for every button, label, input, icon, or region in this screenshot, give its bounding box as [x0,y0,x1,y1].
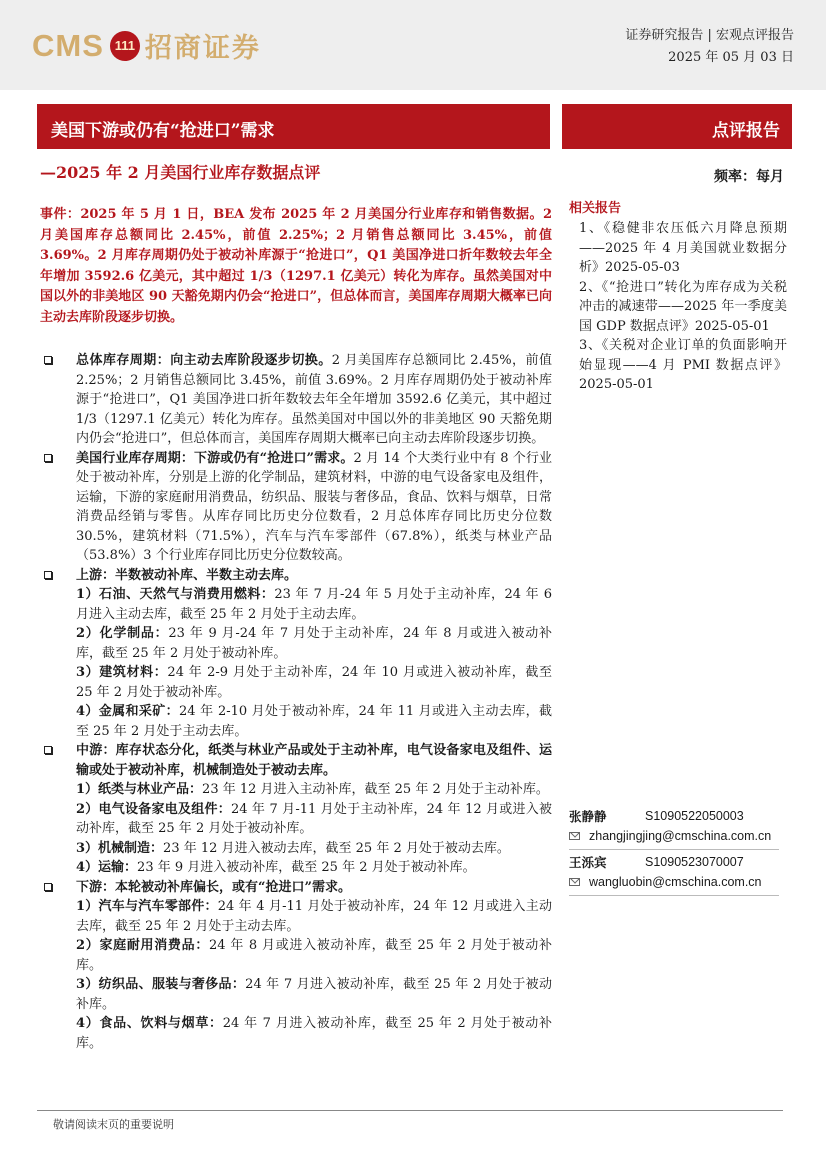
report-type: 证券研究报告 | 宏观点评报告 [625,28,794,43]
bullet-square-icon [44,454,52,462]
sub-item [40,936,552,975]
mail-icon [569,832,580,840]
event-summary: 事件：2025 年 5 月 1 日，BEA 发布 2025 年 2 月美国分行业库存和销售数据。2 月美国库存总额同比 2.45%，前值 2.25%；2 月销售总额同比 3.45%，前值 3.69%。2 月库存周期仍处于被动补库源于“抢进口”，Q1 美国净进口折年数较去年全年增加 3592.6 亿美元，其中超过 1/3（1297.1 亿美元）转化为库存。虽然美国对中国以外的非美地区 90 天豁免期内仍会“抢进口”，但总体而言，美国库存周期大概率已向主动去库阶段逐步切换。 [40,207,552,325]
analyst-name: 王泺宾 [569,855,607,870]
sub-item-text: 24 年 2-10 月处于被动补库，24 年 11 月或进入主动去库，截至 25 年 2 月处于主动去库。 [76,704,552,739]
sub-item-text: 23 年 7 月-24 年 5 月处于主动补库，24 年 6 月进入主动去库，截至 25 年 2 月处于主动去库。 [76,587,552,622]
bullet-heading: 下游：本轮被动补库偏长，或有“抢进口”需求。 [76,879,351,895]
sub-item [40,858,552,878]
page-header [0,0,826,90]
sub-item-heading: 3）建筑材料： [76,665,168,680]
related-report-link[interactable]: 3、《关税对企业订单的负面影响开始显现——4 月 PMI 数据点评》2025-05-01 [579,338,787,392]
sub-item-text: 23 年 9 月-24 年 7 月处于主动补库，24 年 8 月或进入被动补库，截至 25 年 2 月处于被动补库。 [76,626,552,661]
sub-item [40,839,552,859]
header-meta [625,25,794,69]
bullet-square-icon [44,746,52,754]
sub-item-text: 24 年 2-9 月处于主动补库，24 年 10 月或进入被动补库，截至 25 年 2 月处于被动补库。 [76,665,553,700]
sub-item-heading: 3）纺织品、服装与奢侈品： [76,977,246,992]
bullet-heading: 美国行业库存周期：下游或仍有“抢进口”需求。 [76,450,354,466]
mail-icon [569,878,580,886]
bullet-heading: 上游：半数被动补库、半数主动去库。 [76,567,298,583]
sub-item [40,800,552,839]
sub-item-heading: 2）电气设备家电及组件： [76,801,231,817]
related-reports [569,199,787,395]
analyst-email-row [569,827,799,847]
logo-badge-icon: 111 [110,31,140,61]
footer-divider [37,1110,783,1111]
sub-item-text: 24 年 8 月或进入被动补库，截至 25 年 2 月处于被动补库。 [76,938,552,973]
bullet-square-icon [44,883,52,891]
cms-logo [32,26,261,65]
bullet-heading: 总体库存周期：向主动去库阶段逐步切换。 [76,353,332,368]
sub-item-heading: 4）运输： [76,860,138,875]
logo-chinese: 招商证券 [144,33,261,64]
footer-disclaimer: 敬请阅读末页的重要说明 [53,1118,174,1131]
sub-item-text: 23 年 9 月进入被动补库，截至 25 年 2 月处于被动补库。 [137,860,476,875]
analyst-row [569,853,799,873]
bullet-item [40,351,552,449]
analyst-name: 张静静 [569,809,607,824]
sub-item-heading: 1）石油、天然气与消费用燃料： [76,587,275,602]
sub-item [40,1014,552,1053]
sub-item-heading: 2）家庭耐用消费品： [76,938,210,953]
analyst-cert: S1090523070007 [645,855,744,869]
bullet-item [40,449,552,566]
bullet-list [40,351,552,1053]
sub-item-heading: 1）纸类与林业产品： [76,782,203,797]
sub-item-text: 23 年 12 月进入被动去库，截至 25 年 2 月处于被动去库。 [163,840,510,856]
related-report-link[interactable]: 1、《稳健非农压低六月降息预期——2025 年 4 月美国就业数据分析》2025-05-03 [579,221,787,275]
sub-item-heading: 4）金属和采矿： [76,704,180,719]
bullet-item [40,741,552,780]
bullet-text: 2 月美国库存总额同比 2.45%，前值 2.25%；2 月销售总额同比 3.45%，前值 3.69%。2 月库存周期仍处于被动补库源于“抢进口”，Q1 美国净进口折年数较去年全年增加 3592.6 亿美元，其中超过 1/3（1297.1 亿美元）转化为库存。虽然美国对中国以外的非美地区 90 天豁免期内仍会“抢进口”，但总体而言，美国库存周期大概率已向主动去库阶段逐步切换。 [76,353,552,446]
sub-item-text: 24 年 7 月-11 月处于主动补库，24 年 12 月或进入被动补库，截至 25 年 2 月处于被动补库。 [76,801,552,836]
analyst-cert: S1090522050003 [645,809,744,823]
frequency-label: 频率：每月 [714,169,784,185]
sub-item [40,585,552,624]
analyst-email-row [569,873,799,893]
analyst-block [569,807,799,899]
bullet-square-icon [44,571,52,579]
bullet-item [40,878,552,898]
sub-item-heading: 3）机械制造： [76,840,164,856]
sub-item-heading: 2）化学制品： [76,626,169,641]
sub-item [40,702,552,741]
sub-item-text: 24 年 4 月-11 月处于被动补库，24 年 12 月或进入主动去库，截至 25 年 2 月处于主动去库。 [76,899,552,934]
sub-item-text: 24 年 7 月进入被动补库，截至 25 年 2 月处于被动补库。 [76,977,553,1012]
sub-item-heading: 1）汽车与汽车零部件： [76,899,218,914]
related-report-link[interactable]: 2、《“抢进口”转化为库存成为关税冲击的减速带——2025 年一季度美国 GDP 数据点评》2025-05-01 [579,279,787,334]
related-reports-title: 相关报告 [569,201,622,216]
page-title: 美国下游或仍有“抢进口”需求 [51,121,275,141]
analyst-divider [569,849,779,850]
bullet-item [40,566,552,586]
sub-item [40,663,552,702]
bullet-text: 2 月 14 个大类行业中有 8 个行业处于被动补库，分别是上游的化学制品，建筑材料，中游的电气设备家电及组件，运输，下游的家庭耐用消费品，纺织品、服装与奢侈品，食品、饮料与烟草，日常消费品经销与零售。从库存同比历史分位数看，2 月总体库存同比历史分位数 30.5%，建筑材料（71.5%），汽车与汽车零部件（67.8%），纸类与林业产品（53.8%）3 个行业库存同比历史分位数较高。 [76,450,552,563]
sub-item-text: 24 年 7 月进入被动补库，截至 25 年 2 月处于被动补库。 [76,1016,552,1051]
title-bar [37,104,550,149]
bullet-heading: 中游：库存状态分化，纸类与林业产品或处于主动补库，电气设备家电及组件、运输或处于被动补库，机械制造处于被动去库。 [76,743,552,778]
report-date: 2025 年 05 月 03 日 [668,50,794,65]
sub-item-heading: 4）食品、饮料与烟草： [76,1016,223,1031]
analyst-email[interactable]: wangluobin@cmschina.com.cn [589,874,762,889]
bullet-square-icon [44,356,52,364]
page-subtitle: —2025 年 2 月美国行业库存数据点评 [40,163,321,182]
analyst-divider [569,895,779,896]
sub-item-text: 23 年 12 月进入主动补库，截至 25 年 2 月处于主动补库。 [202,782,549,797]
analyst-row [569,807,799,827]
sub-item [40,780,552,800]
sub-item [40,624,552,663]
sub-item [40,975,552,1014]
report-tag [562,104,792,149]
analyst-email[interactable]: zhangjingjing@cmschina.com.cn [589,828,772,843]
sub-item [40,897,552,936]
report-tag-label: 点评报告 [712,121,780,141]
logo-latin: CMS [32,27,104,63]
